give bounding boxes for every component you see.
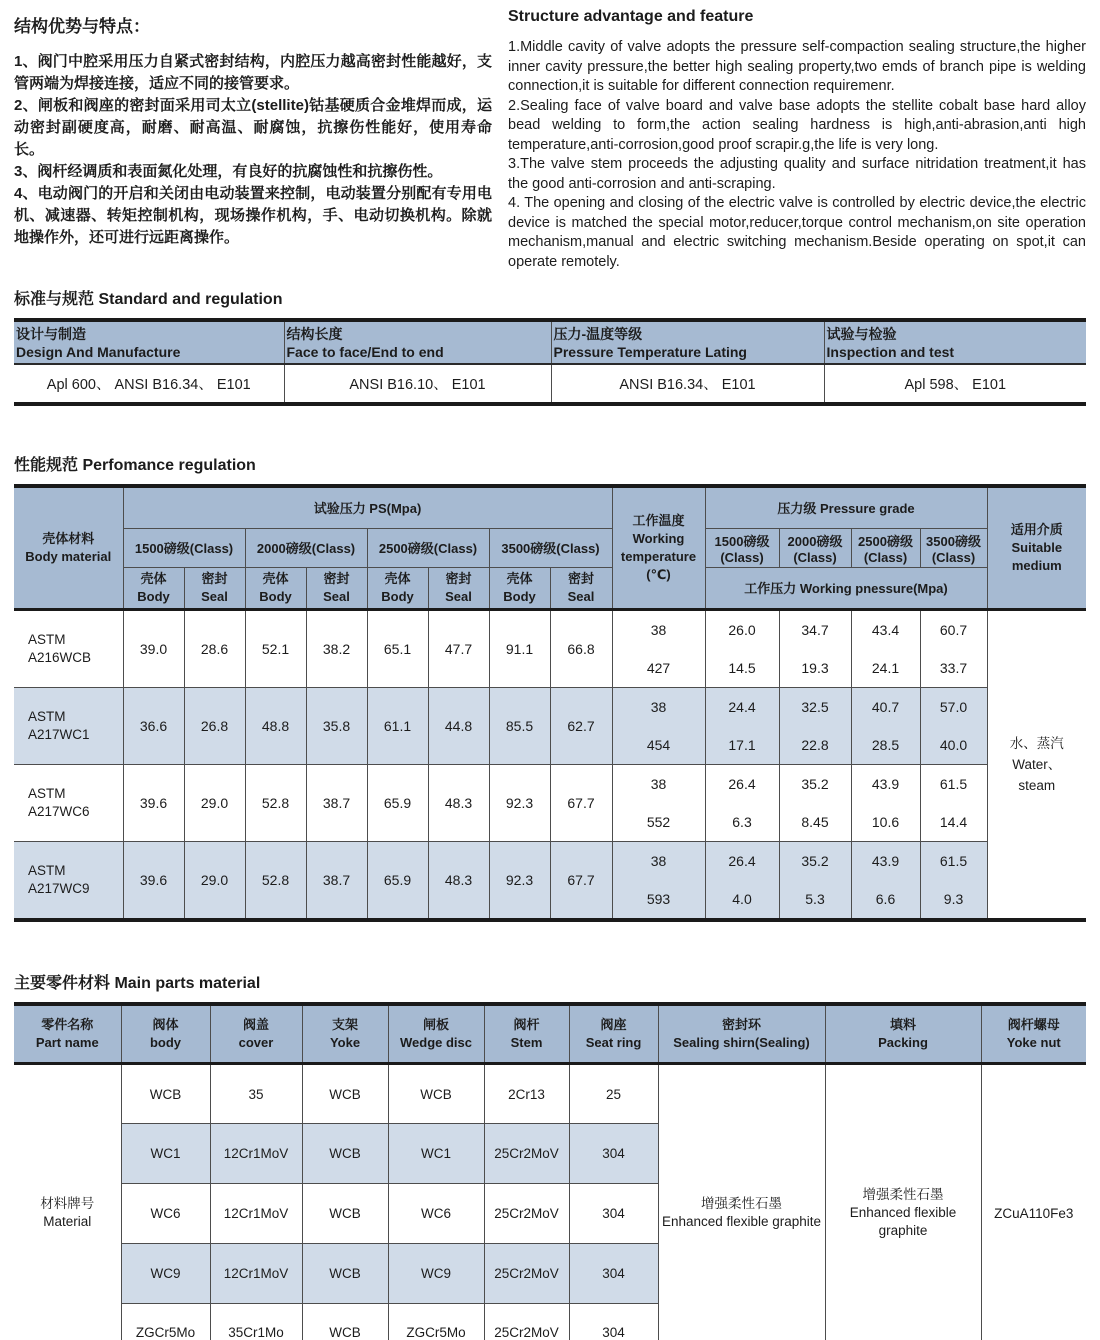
temp-value: 38 (650, 698, 667, 715)
parts-section (14, 970, 1086, 1340)
features-chinese-column (14, 8, 492, 272)
header-line: (Class) (863, 549, 908, 565)
perf-grade-cell (705, 687, 779, 764)
parts-header-stem (484, 1004, 569, 1064)
features-title-en: Structure advantage and feature (508, 8, 754, 25)
features-title-zh: 结构优势与特点： (14, 17, 150, 36)
header-zh: 设计与制造 (16, 325, 86, 342)
material-line: A216WCB (28, 649, 92, 665)
header-en: Design And Manufacture (16, 343, 181, 360)
perf-medium-cell (987, 609, 1086, 920)
header-line: 3500磅级 (926, 533, 981, 549)
feature-item-zh: 2、闸板和阀座的密封面采用司太立(stellite)钴基硬质合金堆焊而成，运动密封副硬度高，耐磨、耐高温、耐腐蚀，抗擦伤性能好，使用寿命长。 (14, 97, 492, 158)
parts-value-cell: 25Cr2MoV (484, 1124, 569, 1184)
perf-value-cell: 65.1 (367, 609, 428, 687)
grade-value: 26.4 (728, 852, 756, 869)
perf-value-cell: 61.1 (367, 687, 428, 764)
header-en: Stem (510, 1034, 543, 1050)
parts-value-cell: WC1 (388, 1124, 484, 1184)
label-en: Material (43, 1214, 92, 1230)
perf-grade-class-header (779, 528, 851, 567)
header-en: Body (259, 588, 292, 604)
perf-grade-cell (705, 841, 779, 920)
std-header-design (14, 320, 284, 364)
perf-pressure-grade-header: 压力级 Pressure grade (705, 486, 987, 528)
perf-value-cell: 85.5 (489, 687, 550, 764)
perf-value-cell: 67.7 (550, 841, 612, 920)
perf-body-subheader (245, 567, 306, 609)
performance-section-title: 性能规范 Perfomance regulation (14, 457, 256, 474)
std-header-inspection (824, 320, 1086, 364)
header-en: Body material (25, 548, 112, 564)
perf-material-cell (14, 609, 123, 687)
perf-medium-header (987, 486, 1086, 609)
material-line: A217WC6 (28, 803, 90, 819)
parts-value-cell: ZGCr5Mo (121, 1304, 210, 1340)
standard-section-title: 标准与规范 Standard and regulation (14, 291, 283, 308)
parts-value-cell: 25Cr2MoV (484, 1244, 569, 1304)
standard-table (14, 318, 1086, 406)
perf-value-cell: 48.3 (428, 841, 489, 920)
parts-value-cell: WC9 (388, 1244, 484, 1304)
grade-value: 17.1 (728, 736, 756, 753)
std-header-pressure-temp (551, 320, 824, 364)
parts-header-yoke (302, 1004, 388, 1064)
perf-value-cell: 67.7 (550, 764, 612, 841)
header-zh: 密封环 (721, 1016, 761, 1032)
sealing-en: Enhanced flexible graphite (661, 1214, 822, 1230)
perf-value-cell: 91.1 (489, 609, 550, 687)
material-line: ASTM (28, 708, 66, 724)
header-zh: 压力-温度等级 (553, 325, 643, 342)
perf-value-cell: 38.7 (306, 841, 367, 920)
header-zh: 阀盖 (242, 1016, 269, 1032)
header-zh: 填料 (889, 1016, 916, 1032)
material-line: ASTM (28, 862, 66, 878)
header-en: Seal (323, 588, 350, 604)
perf-value-cell: 92.3 (489, 841, 550, 920)
grade-value: 60.7 (939, 621, 968, 638)
grade-value: 43.9 (871, 852, 900, 869)
grade-value: 24.1 (871, 659, 900, 676)
perf-class-header: 2500磅级(Class) (367, 528, 489, 567)
perf-value-cell: 29.0 (184, 841, 245, 920)
perf-value-cell: 29.0 (184, 764, 245, 841)
material-line: ASTM (28, 631, 66, 647)
grade-value: 26.4 (728, 775, 756, 792)
grade-value: 43.9 (871, 775, 900, 792)
std-header-face-to-face (284, 320, 551, 364)
perf-temp-cell (612, 609, 705, 687)
parts-value-cell: WC9 (121, 1244, 210, 1304)
perf-grade-cell (920, 764, 987, 841)
perf-grade-cell (851, 609, 920, 687)
packing-en: Enhanced flexible graphite (849, 1205, 957, 1239)
header-zh: 支架 (331, 1016, 358, 1032)
header-zh: 壳体 (506, 570, 533, 586)
perf-body-material-header (14, 486, 123, 609)
perf-value-cell: 39.6 (123, 764, 184, 841)
perf-value-cell: 38.2 (306, 609, 367, 687)
temp-value: 38 (650, 852, 667, 869)
grade-value: 6.3 (732, 813, 752, 830)
header-en: Seal (567, 588, 595, 604)
header-zh: 壳体 (140, 570, 167, 586)
perf-grade-cell (920, 841, 987, 920)
parts-value-cell: 25Cr2MoV (484, 1304, 569, 1340)
packing-zh: 增强柔性石墨 (862, 1187, 944, 1203)
parts-value-cell: 35 (210, 1064, 302, 1124)
header-en: Body (381, 588, 414, 604)
parts-yoke-nut-cell: ZCuA110Fe3 (981, 1064, 1086, 1340)
header-en: cover (238, 1034, 274, 1050)
perf-value-cell: 26.8 (184, 687, 245, 764)
perf-value-cell: 28.6 (184, 609, 245, 687)
header-en: Body (137, 588, 170, 604)
perf-test-pressure-header: 试验压力 PS(Mpa) (123, 486, 612, 528)
parts-value-cell: WCB (302, 1304, 388, 1340)
header-zh: 阀杆螺母 (1007, 1016, 1060, 1032)
parts-sealing-cell (658, 1064, 825, 1340)
std-value-cell: ANSI B16.10、 E101 (284, 364, 551, 404)
perf-value-cell: 66.8 (550, 609, 612, 687)
perf-value-cell: 39.0 (123, 609, 184, 687)
grade-value: 32.5 (801, 698, 829, 715)
parts-value-cell: 25Cr2MoV (484, 1184, 569, 1244)
perf-body-subheader (489, 567, 550, 609)
header-en: Suitable (1011, 539, 1063, 555)
parts-value-cell: 304 (569, 1124, 658, 1184)
header-zh: 适用介质 (1010, 521, 1063, 537)
perf-value-cell: 48.8 (245, 687, 306, 764)
grade-value: 22.8 (801, 736, 829, 753)
grade-value: 9.3 (943, 890, 964, 907)
feature-item-zh: 1、阀门中腔采用压力自紧式密封结构，内腔压力越高密封性能越好，支管两端为焊接连接，适应不同的接管要求。 (14, 53, 492, 92)
header-zh: 密封 (323, 570, 350, 586)
grade-value: 57.0 (939, 698, 968, 715)
perf-temp-cell (612, 841, 705, 920)
perf-seal-subheader (306, 567, 367, 609)
grade-value: 61.5 (939, 775, 968, 792)
perf-seal-subheader (428, 567, 489, 609)
perf-material-cell (14, 841, 123, 920)
grade-value: 14.5 (728, 659, 756, 676)
perf-body-subheader (367, 567, 428, 609)
perf-grade-cell (851, 687, 920, 764)
parts-value-cell: WC6 (388, 1184, 484, 1244)
parts-value-cell: 12Cr1MoV (210, 1184, 302, 1244)
grade-value: 10.6 (871, 813, 900, 830)
grade-value: 40.0 (939, 736, 968, 753)
parts-value-cell: WCB (302, 1124, 388, 1184)
feature-item-en: 4. The opening and closing of the electric valve is controlled by electric device,the electric device is matched the special motor,reducer,torque control mechanism,on site operation mechanism,manual and electric switching mechanism.Beside operating on spot,it can operate remotely. (508, 195, 1086, 270)
parts-value-cell: 35Cr1Mo (210, 1304, 302, 1340)
header-en: Yoke (329, 1034, 361, 1050)
standard-section (14, 286, 1086, 406)
perf-grade-cell (851, 764, 920, 841)
perf-value-cell: 35.8 (306, 687, 367, 764)
grade-value: 61.5 (939, 852, 968, 869)
header-zh: 阀杆 (513, 1016, 540, 1032)
grade-value: 35.2 (801, 775, 829, 792)
perf-material-cell (14, 687, 123, 764)
perf-material-cell (14, 764, 123, 841)
header-zh: 阀座 (600, 1016, 627, 1032)
header-en: Working (632, 530, 685, 546)
grade-value: 33.7 (939, 659, 968, 676)
performance-table (14, 484, 1086, 922)
header-en: Sealing shirn(Sealing) (673, 1034, 810, 1050)
material-line: ASTM (28, 785, 66, 801)
parts-value-cell: 12Cr1MoV (210, 1244, 302, 1304)
parts-header-part-name (14, 1004, 121, 1064)
header-line: 1500磅级 (714, 533, 770, 549)
header-en: Body (503, 588, 536, 604)
material-line: A217WC1 (28, 726, 90, 742)
temp-value: 38 (650, 621, 667, 638)
parts-value-cell: 304 (569, 1184, 658, 1244)
perf-value-cell: 47.7 (428, 609, 489, 687)
perf-grade-class-header (705, 528, 779, 567)
perf-grade-cell (705, 764, 779, 841)
features-section (14, 8, 1086, 272)
material-line: A217WC9 (28, 880, 90, 896)
header-zh: 壳体 (384, 570, 411, 586)
perf-class-header: 1500磅级(Class) (123, 528, 245, 567)
sealing-zh: 增强柔性石墨 (701, 1196, 782, 1212)
grade-value: 14.4 (939, 813, 968, 830)
std-value-cell: ANSI B16.34、 E101 (551, 364, 824, 404)
parts-value-cell: WCB (302, 1064, 388, 1124)
perf-value-cell: 48.3 (428, 764, 489, 841)
parts-material-label-cell (14, 1064, 121, 1340)
header-en: Pressure Temperature Lating (553, 343, 747, 360)
temp-value: 552 (646, 813, 671, 830)
header-en: Seal (201, 588, 228, 604)
parts-value-cell: 25 (569, 1064, 658, 1124)
header-en: Inspection and test (826, 343, 955, 360)
grade-value: 8.45 (801, 813, 829, 830)
features-english-column (508, 8, 1086, 272)
perf-grade-cell (779, 764, 851, 841)
performance-section (14, 452, 1086, 922)
parts-header-wedge-disc (388, 1004, 484, 1064)
header-en: body (149, 1034, 182, 1050)
feature-item-en: 1.Middle cavity of valve adopts the pressure self-compaction sealing structure,the higher inner cavity pressure,the better high sealing property,two emds of branch pipe is welding connection,it is suitable for different connection requiremenr. (508, 39, 1086, 94)
header-en: temperature (620, 548, 697, 564)
parts-value-cell: WCB (388, 1064, 484, 1124)
perf-grade-cell (779, 687, 851, 764)
perf-class-header: 3500磅级(Class) (489, 528, 612, 567)
header-line: 2500磅级 (858, 533, 913, 549)
header-line: (Class) (793, 549, 837, 565)
perf-value-cell: 36.6 (123, 687, 184, 764)
header-en: Yoke nut (1006, 1034, 1061, 1050)
std-value-cell: Apl 600、 ANSI B16.34、 E101 (14, 364, 284, 404)
parts-value-cell: WCB (121, 1064, 210, 1124)
grade-value: 40.7 (871, 698, 900, 715)
parts-header-seat-ring (569, 1004, 658, 1064)
feature-item-en: 2.Sealing face of valve board and valve base adopts the stellite cobalt base hard alloy bead welding to form,the action sealing hardness is high,anti-abrasion,anti high temperature,anti-corrosion,good proof scrapir.g,the life is very long. (508, 97, 1086, 153)
medium-line: steam (1018, 777, 1056, 793)
header-line: 2000磅级 (787, 533, 843, 549)
perf-temp-cell (612, 687, 705, 764)
parts-value-cell: 2Cr13 (484, 1064, 569, 1124)
header-zh: 壳体 (262, 570, 289, 586)
perf-grade-class-header (920, 528, 987, 567)
grade-value: 24.4 (728, 698, 756, 715)
parts-packing-cell (825, 1064, 981, 1340)
parts-section-title: 主要零件材料 Main parts material (14, 974, 261, 992)
perf-value-cell: 52.8 (245, 841, 306, 920)
header-en: Seal (445, 588, 472, 604)
perf-value-cell: 65.9 (367, 841, 428, 920)
header-zh: 闸板 (422, 1016, 449, 1032)
parts-value-cell: WCB (302, 1244, 388, 1304)
perf-grade-cell (779, 609, 851, 687)
perf-value-cell: 65.9 (367, 764, 428, 841)
perf-value-cell: 92.3 (489, 764, 550, 841)
parts-value-cell: 304 (569, 1304, 658, 1340)
header-zh: 阀体 (152, 1016, 179, 1032)
parts-header-yoke-nut (981, 1004, 1086, 1064)
header-line: (Class) (720, 549, 764, 565)
perf-working-pressure-header: 工作压力 Working pnessure(Mpa) (705, 567, 987, 609)
header-unit: (℃) (646, 566, 671, 582)
temp-value: 38 (650, 775, 667, 792)
parts-value-cell: WCB (302, 1184, 388, 1244)
perf-grade-cell (779, 841, 851, 920)
grade-value: 5.3 (805, 890, 825, 907)
perf-class-header: 2000磅级(Class) (245, 528, 367, 567)
perf-value-cell: 52.8 (245, 764, 306, 841)
grade-value: 19.3 (801, 659, 829, 676)
perf-grade-cell (920, 609, 987, 687)
parts-header-cover (210, 1004, 302, 1064)
header-line: (Class) (931, 549, 976, 565)
header-en: Part name (35, 1034, 99, 1050)
parts-value-cell: WC6 (121, 1184, 210, 1244)
feature-item-zh: 4、电动阀门的开启和关闭由电动装置来控制，电动装置分别配有专用电机、减速器、转矩控制机构，现场操作机构，手、电动切换机构。除就地操作外，还可进行远距离操作。 (14, 185, 492, 246)
perf-grade-cell (920, 687, 987, 764)
parts-header-packing (825, 1004, 981, 1064)
header-zh: 壳体材料 (42, 530, 95, 546)
grade-value: 6.6 (875, 890, 896, 907)
medium-line: 水、蒸汽 (1009, 735, 1064, 751)
header-zh: 密封 (201, 570, 228, 586)
parts-value-cell: WC1 (121, 1124, 210, 1184)
perf-grade-cell (705, 609, 779, 687)
perf-working-temp-header (612, 486, 705, 609)
perf-temp-cell (612, 764, 705, 841)
perf-value-cell: 44.8 (428, 687, 489, 764)
header-zh: 密封 (567, 570, 594, 586)
header-en: Packing (878, 1034, 928, 1050)
parts-value-cell: 304 (569, 1244, 658, 1304)
perf-seal-subheader (550, 567, 612, 609)
perf-value-cell: 39.6 (123, 841, 184, 920)
parts-value-cell: 12Cr1MoV (210, 1124, 302, 1184)
header-en: Wedge disc (399, 1034, 472, 1050)
perf-seal-subheader (184, 567, 245, 609)
std-value-cell: Apl 598、 E101 (824, 364, 1086, 404)
temp-value: 593 (646, 890, 671, 907)
header-en: Seat ring (585, 1034, 642, 1050)
header-zh: 结构长度 (286, 325, 343, 342)
grade-value: 28.5 (871, 736, 900, 753)
grade-value: 4.0 (732, 890, 752, 907)
label-zh: 材料牌号 (40, 1196, 95, 1212)
header-zh: 工作温度 (632, 512, 685, 528)
perf-value-cell: 62.7 (550, 687, 612, 764)
header-zh: 零件名称 (41, 1016, 94, 1032)
temp-value: 454 (646, 736, 671, 753)
feature-item-zh: 3、阀杆经调质和表面氮化处理，有良好的抗腐蚀性和抗擦伤性。 (14, 163, 443, 180)
header-zh: 密封 (445, 570, 472, 586)
perf-grade-cell (851, 841, 920, 920)
grade-value: 34.7 (801, 621, 829, 638)
parts-header-sealing (658, 1004, 825, 1064)
perf-value-cell: 52.1 (245, 609, 306, 687)
perf-grade-class-header (851, 528, 920, 567)
header-en: Face to face/End to end (286, 343, 444, 360)
grade-value: 43.4 (871, 621, 900, 638)
perf-value-cell: 38.7 (306, 764, 367, 841)
parts-value-cell: ZGCr5Mo (388, 1304, 484, 1340)
parts-table (14, 1002, 1086, 1340)
feature-item-en: 3.The valve stem proceeds the adjusting quality and surface nitridation treatment,it has the good anti-corrosion and anti-scraping. (508, 156, 1086, 192)
header-en: medium (1011, 557, 1062, 573)
medium-line: Water、 (1012, 756, 1062, 772)
grade-value: 26.0 (728, 621, 756, 638)
grade-value: 35.2 (801, 852, 829, 869)
temp-value: 427 (646, 659, 671, 676)
header-zh: 试验与检验 (826, 325, 897, 342)
parts-header-body (121, 1004, 210, 1064)
perf-body-subheader (123, 567, 184, 609)
